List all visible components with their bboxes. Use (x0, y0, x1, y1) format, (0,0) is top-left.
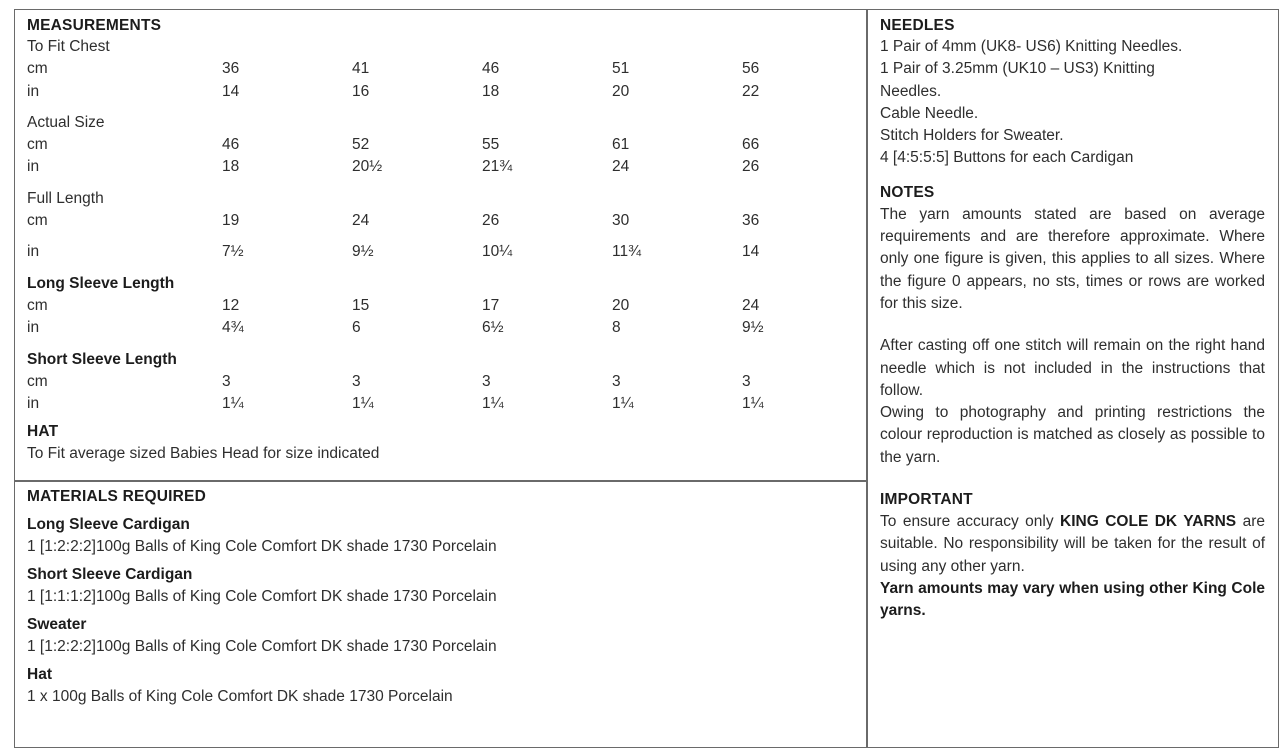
value-cell: 17 (482, 296, 500, 314)
actual-size-label: Actual Size (27, 113, 105, 131)
long-sleeve-cm-row (27, 295, 857, 317)
value-cell: 3 (482, 372, 491, 390)
value-cell: 24 (352, 212, 370, 230)
short-sleeve-in-row (27, 393, 857, 415)
value-cell: 36 (222, 60, 240, 78)
value-cell: 20½ (352, 158, 383, 176)
value-cell: 18 (222, 158, 240, 176)
value-cell: 1¼ (352, 395, 374, 413)
value-cell: 8 (612, 319, 621, 337)
column-divider (866, 9, 868, 748)
chest-label-row (27, 36, 857, 58)
important-text (880, 511, 1265, 578)
value-cell: 20 (612, 82, 630, 100)
value-cell: 26 (482, 212, 500, 230)
full-length-label-row (27, 188, 857, 210)
long-sleeve-label-row (27, 273, 857, 295)
unit-label: in (27, 82, 40, 100)
material-name: Hat (27, 666, 52, 683)
value-cell: 24 (742, 296, 760, 314)
short-sleeve-cm-row (27, 371, 857, 393)
value-cell: 1¼ (482, 395, 504, 413)
value-cell: 15 (352, 296, 370, 314)
full-length-in-row (27, 241, 857, 263)
unit-label: cm (27, 212, 48, 230)
full-length-label: Full Length (27, 189, 104, 207)
short-sleeve-label-row (27, 349, 857, 371)
value-cell: 41 (352, 60, 370, 78)
needles-line: Needles. (880, 82, 942, 100)
value-cell: 6½ (482, 319, 504, 337)
value-cell: 10¼ (482, 243, 513, 261)
value-cell: 36 (742, 212, 760, 230)
actual-size-label-row (27, 112, 857, 134)
value-cell: 55 (482, 136, 500, 154)
value-cell: 1¼ (222, 395, 244, 413)
value-cell: 4¾ (222, 319, 244, 337)
value-cell: 3 (742, 372, 751, 390)
important-heading: IMPORTANT (880, 491, 973, 509)
measurements-section (27, 16, 857, 465)
value-cell: 52 (352, 136, 370, 154)
material-text: 1 [1:1:1:2]100g Balls of King Cole Comfort DK shade 1730 Porcelain (27, 588, 497, 605)
value-cell: 6 (352, 319, 361, 337)
value-cell: 3 (612, 372, 621, 390)
unit-label: in (27, 158, 40, 176)
value-cell: 16 (352, 82, 370, 100)
chest-label: To Fit Chest (27, 38, 110, 55)
chest-cm-row (27, 58, 857, 80)
materials-heading: MATERIALS REQUIRED (27, 488, 206, 505)
section-divider (14, 480, 867, 482)
full-length-cm-row (27, 210, 857, 232)
unit-label: in (27, 319, 40, 337)
important-text-yarns: KING COLE DK YARNS (1060, 513, 1237, 531)
unit-label: cm (27, 372, 48, 390)
value-cell: 18 (482, 82, 500, 100)
important-text-a: To ensure accuracy only (880, 513, 1061, 531)
actual-size-cm-row (27, 134, 857, 156)
value-cell: 46 (222, 136, 240, 154)
unit-label: cm (27, 136, 48, 154)
value-cell: 1¼ (612, 395, 634, 413)
value-cell: 3 (352, 372, 361, 390)
needles-line: 1 Pair of 4mm (UK8- US6) Knitting Needles. (880, 38, 1183, 55)
value-cell: 61 (612, 136, 630, 154)
value-cell: 14 (742, 243, 760, 261)
material-text: 1 [1:2:2:2]100g Balls of King Cole Comfort DK shade 1730 Porcelain (27, 538, 497, 555)
important-warning: Yarn amounts may vary when using other King Cole yarns. (880, 579, 1265, 620)
chest-in-row (27, 81, 857, 103)
needles-line: 4 [4:5:5:5] Buttons for each Cardigan (880, 149, 1134, 167)
value-cell: 14 (222, 82, 240, 100)
notes-paragraph: After casting off one stitch will remain on the right hand needle which is not included in the instructions that follow. (880, 337, 1265, 399)
value-cell: 51 (612, 60, 630, 78)
unit-label: cm (27, 296, 48, 314)
value-cell: 1¼ (742, 395, 764, 413)
right-column (880, 16, 1265, 623)
unit-label: in (27, 395, 40, 413)
value-cell: 12 (222, 296, 240, 314)
value-cell: 3 (222, 372, 231, 390)
material-text: 1 [1:2:2:2]100g Balls of King Cole Comfort DK shade 1730 Porcelain (27, 638, 497, 655)
unit-label: in (27, 243, 40, 261)
value-cell: 7½ (222, 243, 244, 261)
value-cell: 56 (742, 60, 760, 78)
value-cell: 24 (612, 158, 630, 176)
hat-text: To Fit average sized Babies Head for size indicated (27, 445, 380, 463)
hat-heading: HAT (27, 423, 59, 441)
material-name: Short Sleeve Cardigan (27, 566, 193, 583)
value-cell: 46 (482, 60, 500, 78)
needles-line: 1 Pair of 3.25mm (UK10 – US3) Knitting (880, 60, 1155, 78)
materials-section (27, 486, 857, 708)
unit-label: cm (27, 60, 48, 78)
value-cell: 9½ (742, 319, 764, 337)
value-cell: 20 (612, 296, 630, 314)
value-cell: 11¾ (612, 243, 642, 261)
value-cell: 21¾ (482, 158, 513, 176)
actual-size-in-row (27, 156, 857, 178)
value-cell: 22 (742, 82, 760, 100)
needles-heading: NEEDLES (880, 17, 955, 34)
value-cell: 66 (742, 136, 760, 154)
value-cell: 26 (742, 158, 760, 176)
material-name: Sweater (27, 616, 87, 633)
measurements-heading: MEASUREMENTS (27, 17, 162, 34)
material-name: Long Sleeve Cardigan (27, 516, 190, 533)
long-sleeve-label: Long Sleeve Length (27, 274, 175, 292)
long-sleeve-in-row (27, 317, 857, 339)
notes-paragraph: The yarn amounts stated are based on average requirements and are therefore approximate. Where only one figure is given, this applies to all sizes. Where the figure 0 appears, no sts, times or rows are worked for this size. (880, 205, 1265, 312)
value-cell: 19 (222, 212, 240, 230)
notes-paragraph: Owing to photography and printing restrictions the colour reproduction is matched as closely as possible to the yarn. (880, 404, 1265, 466)
material-text: 1 x 100g Balls of King Cole Comfort DK shade 1730 Porcelain (27, 688, 453, 705)
value-cell: 9½ (352, 243, 374, 261)
needles-line: Cable Needle. (880, 104, 979, 122)
notes-heading: NOTES (880, 183, 935, 201)
value-cell: 30 (612, 212, 630, 230)
short-sleeve-label: Short Sleeve Length (27, 350, 177, 368)
important-text-c: are suitable. No responsibility will be taken for the result of using any other yarn. (880, 513, 1265, 575)
needles-line: Stitch Holders for Sweater. (880, 127, 1064, 145)
